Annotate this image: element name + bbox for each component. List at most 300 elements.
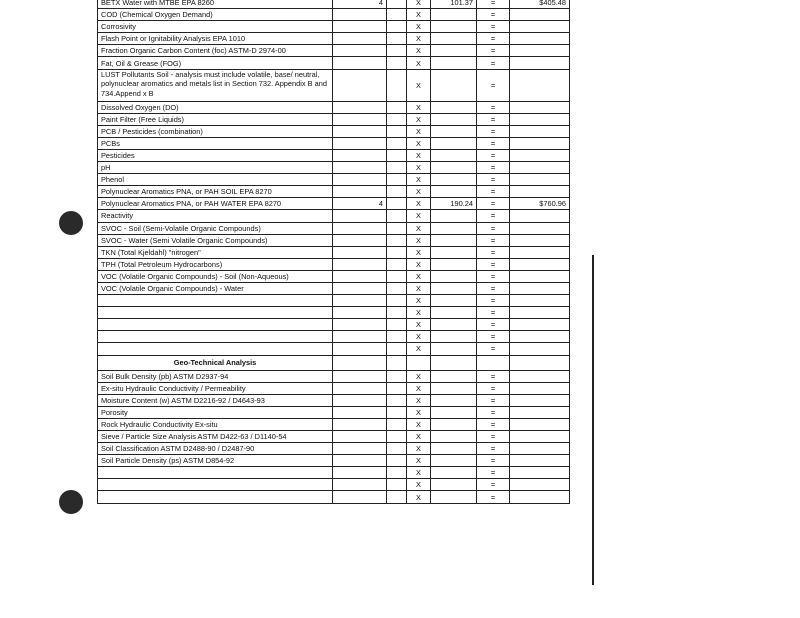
table-row [98,258,570,270]
spacer-cell [387,491,407,503]
unit-price-cell [431,406,477,418]
table-row [98,162,570,174]
equals-mark: = [477,270,510,282]
punch-hole-top [59,211,83,235]
quantity-cell: 4 [333,0,387,9]
line-total-cell [510,406,570,418]
equals-mark: = [477,343,510,355]
quantity-cell [333,479,387,491]
multiply-mark: X [407,21,431,33]
analysis-name: COD (Chemical Oxygen Demand) [98,9,333,21]
equals-mark: = [477,319,510,331]
table-row [98,9,570,21]
quantity-cell [333,406,387,418]
line-total-cell [510,162,570,174]
quantity-cell [333,186,387,198]
spacer-cell [387,307,407,319]
line-total-cell [510,295,570,307]
line-total-cell [510,101,570,113]
unit-price-cell [431,174,477,186]
equals-mark: = [477,331,510,343]
analysis-name: Moisture Content (w) ASTM D2216-92 / D4643-93 [98,394,333,406]
multiply-mark: X [407,343,431,355]
quantity-cell [333,222,387,234]
unit-price-cell [431,234,477,246]
table-row [98,431,570,443]
equals-mark: = [477,33,510,45]
line-total-cell [510,282,570,294]
unit-price-cell [431,343,477,355]
quantity-cell [333,9,387,21]
multiply-mark: X [407,125,431,137]
equals-mark: = [477,0,510,9]
multiply-mark: X [407,307,431,319]
spacer-cell [387,418,407,430]
line-total-cell [510,370,570,382]
table-row [98,0,570,9]
multiply-mark: X [407,222,431,234]
table-row [98,319,570,331]
analysis-name: Phenol [98,174,333,186]
unit-price-cell [431,394,477,406]
table-row [98,479,570,491]
analysis-name: Rock Hydraulic Conductivity Ex-situ [98,418,333,430]
quantity-cell [333,33,387,45]
equals-mark: = [477,21,510,33]
spacer-cell [387,162,407,174]
multiply-mark: X [407,186,431,198]
spacer-cell [387,149,407,161]
analysis-name: Sieve / Particle Size Analysis ASTM D422-63 / D1140-54 [98,431,333,443]
spacer-cell [387,186,407,198]
line-total-cell [510,246,570,258]
analysis-name: Porosity [98,406,333,418]
analysis-name [98,467,333,479]
spacer-cell [387,443,407,455]
quantity-cell [333,113,387,125]
unit-price-cell: 190.24 [431,198,477,210]
unit-price-cell [431,69,477,101]
table-row [98,343,570,355]
analysis-name [98,491,333,503]
equals-mark: = [477,210,510,222]
line-total-cell: $405.48 [510,0,570,9]
analysis-name: Reactivity [98,210,333,222]
analysis-name: SVOC - Soil (Semi-Volatile Organic Compounds) [98,222,333,234]
geo-analysis-rows [98,370,570,503]
equals-mark: = [477,45,510,57]
equals-mark: = [477,406,510,418]
multiply-mark: X [407,418,431,430]
unit-price-cell [431,149,477,161]
line-total-cell [510,125,570,137]
equals-mark: = [477,125,510,137]
multiply-mark: X [407,210,431,222]
multiply-mark: X [407,431,431,443]
unit-price-cell [431,467,477,479]
equals-mark: = [477,137,510,149]
multiply-mark: X [407,331,431,343]
quantity-cell [333,137,387,149]
analysis-name: TPH (Total Petroleum Hydrocarbons) [98,258,333,270]
spacer-cell [387,69,407,101]
line-total-cell [510,479,570,491]
table-row [98,370,570,382]
table-row [98,149,570,161]
table-row [98,418,570,430]
quantity-cell [333,491,387,503]
analysis-name: Paint Filter (Free Liquids) [98,113,333,125]
spacer-cell [387,282,407,294]
equals-mark: = [477,113,510,125]
quantity-cell [333,21,387,33]
analysis-name: BETX Water with MTBE EPA 8260 [98,0,333,9]
geo-header: Geo-Technical Analysis [98,355,333,370]
analysis-name [98,295,333,307]
table-row [98,443,570,455]
table-row [98,186,570,198]
analysis-name: Flash Point or Ignitability Analysis EPA 1010 [98,33,333,45]
unit-price-cell [431,282,477,294]
table-row [98,33,570,45]
quantity-cell [333,234,387,246]
unit-price-cell [431,331,477,343]
line-total-cell [510,270,570,282]
analysis-name: Soil Particle Density (ps) ASTM D854-92 [98,455,333,467]
quantity-cell [333,394,387,406]
spacer-cell [387,370,407,382]
equals-mark: = [477,162,510,174]
equals-mark: = [477,295,510,307]
line-total-cell: $760.96 [510,198,570,210]
equals-mark: = [477,258,510,270]
unit-price-cell [431,270,477,282]
multiply-mark: X [407,479,431,491]
equals-mark: = [477,431,510,443]
table-row [98,101,570,113]
spacer-cell [387,295,407,307]
table-row [98,491,570,503]
unit-price-cell [431,258,477,270]
multiply-mark: X [407,394,431,406]
quantity-cell [333,149,387,161]
spacer-cell [387,455,407,467]
quantity-cell [333,270,387,282]
analysis-name [98,343,333,355]
multiply-mark: X [407,0,431,9]
table-row [98,246,570,258]
quantity-cell [333,125,387,137]
unit-price-cell [431,418,477,430]
line-total-cell [510,394,570,406]
analysis-name: VOC (Volatile Organic Compounds) - Water [98,282,333,294]
equals-mark: = [477,307,510,319]
unit-price-cell [431,33,477,45]
multiply-mark: X [407,137,431,149]
margin-rule [592,255,594,585]
table-row [98,174,570,186]
quantity-cell: 4 [333,198,387,210]
spacer-cell [387,467,407,479]
analysis-name: PCB / Pesticides (combination) [98,125,333,137]
unit-price-cell: 101.37 [431,0,477,9]
geo-header-row [98,355,570,370]
analysis-name: SVOC - Water (Semi Volatile Organic Compounds) [98,234,333,246]
equals-mark: = [477,9,510,21]
spacer-cell [387,406,407,418]
table-row [98,69,570,101]
cost-table [97,0,570,504]
line-total-cell [510,21,570,33]
quantity-cell [333,418,387,430]
multiply-mark: X [407,370,431,382]
quantity-cell [333,101,387,113]
table-row [98,331,570,343]
line-total-cell [510,455,570,467]
spacer-cell [387,234,407,246]
table-row [98,382,570,394]
multiply-mark: X [407,113,431,125]
unit-price-cell [431,45,477,57]
equals-mark: = [477,443,510,455]
spacer-cell [387,125,407,137]
line-total-cell [510,222,570,234]
analysis-name: Pesticides [98,149,333,161]
table-row [98,198,570,210]
spacer-cell [387,394,407,406]
quantity-cell [333,431,387,443]
equals-mark: = [477,222,510,234]
quantity-cell [333,307,387,319]
analysis-name [98,319,333,331]
unit-price-cell [431,370,477,382]
line-total-cell [510,443,570,455]
spacer-cell [387,21,407,33]
multiply-mark: X [407,9,431,21]
line-total-cell [510,343,570,355]
geo-section [98,355,570,370]
multiply-mark: X [407,149,431,161]
table-row [98,282,570,294]
analysis-name: Fat, Oil & Grease (FOG) [98,57,333,69]
unit-price-cell [431,186,477,198]
spacer-cell [387,137,407,149]
analysis-name: LUST Pollutants Soil - analysis must include volatile, base/ neutral, polynuclear aromatics and metals list in Section 732. Appendix B and 734.Append x B [98,69,333,101]
quantity-cell [333,69,387,101]
analysis-name: PCBs [98,137,333,149]
analysis-name: VOC (Volatile Organic Compounds) - Soil (Non-Aqueous) [98,270,333,282]
line-total-cell [510,57,570,69]
line-total-cell [510,113,570,125]
line-total-cell [510,9,570,21]
unit-price-cell [431,210,477,222]
line-total-cell [510,210,570,222]
table-row [98,45,570,57]
spacer-cell [387,222,407,234]
table-row [98,270,570,282]
table-row [98,222,570,234]
punch-hole-bottom [59,490,83,514]
unit-price-cell [431,479,477,491]
line-total-cell [510,174,570,186]
spacer-cell [387,174,407,186]
equals-mark: = [477,198,510,210]
equals-mark: = [477,382,510,394]
quantity-cell [333,331,387,343]
analysis-name [98,479,333,491]
quantity-cell [333,370,387,382]
spacer-cell [387,57,407,69]
quantity-cell [333,45,387,57]
quantity-cell [333,282,387,294]
line-total-cell [510,431,570,443]
analysis-name: pH [98,162,333,174]
table-row [98,21,570,33]
quantity-cell [333,162,387,174]
multiply-mark: X [407,198,431,210]
analysis-name: Corrosivity [98,21,333,33]
line-total-cell [510,45,570,57]
multiply-mark: X [407,443,431,455]
multiply-mark: X [407,45,431,57]
unit-price-cell [431,113,477,125]
quantity-cell [333,258,387,270]
unit-price-cell [431,21,477,33]
analysis-name: Soil Bulk Density (pb) ASTM D2937-94 [98,370,333,382]
line-total-cell [510,258,570,270]
table-row [98,210,570,222]
unit-price-cell [431,57,477,69]
unit-price-cell [431,455,477,467]
line-total-cell [510,319,570,331]
spacer-cell [387,258,407,270]
spacer-cell [387,113,407,125]
unit-price-cell [431,443,477,455]
table-row [98,406,570,418]
multiply-mark: X [407,101,431,113]
multiply-mark: X [407,455,431,467]
unit-price-cell [431,9,477,21]
table-row [98,125,570,137]
analysis-name [98,307,333,319]
quantity-cell [333,295,387,307]
spacer-cell [387,0,407,9]
multiply-mark: X [407,295,431,307]
line-total-cell [510,234,570,246]
table-row [98,295,570,307]
equals-mark: = [477,282,510,294]
multiply-mark: X [407,258,431,270]
line-total-cell [510,418,570,430]
line-total-cell [510,307,570,319]
line-total-cell [510,186,570,198]
equals-mark: = [477,491,510,503]
analysis-name: Fraction Organic Carbon Content (foc) ASTM-D 2974-00 [98,45,333,57]
equals-mark: = [477,455,510,467]
spacer-cell [387,101,407,113]
multiply-mark: X [407,319,431,331]
unit-price-cell [431,101,477,113]
line-total-cell [510,467,570,479]
equals-mark: = [477,394,510,406]
multiply-mark: X [407,57,431,69]
equals-mark: = [477,57,510,69]
line-total-cell [510,331,570,343]
analysis-name: Ex-situ Hydraulic Conductivity / Permeability [98,382,333,394]
multiply-mark: X [407,33,431,45]
unit-price-cell [431,319,477,331]
table-row [98,57,570,69]
quantity-cell [333,467,387,479]
multiply-mark: X [407,467,431,479]
table-row [98,455,570,467]
table-row [98,137,570,149]
spacer-cell [387,331,407,343]
unit-price-cell [431,222,477,234]
spacer-cell [387,479,407,491]
unit-price-cell [431,295,477,307]
unit-price-cell [431,382,477,394]
spacer-cell [387,431,407,443]
unit-price-cell [431,137,477,149]
spacer-cell [387,210,407,222]
table-row [98,467,570,479]
equals-mark: = [477,234,510,246]
analysis-name: Polynuclear Aromatics PNA, or PAH WATER EPA 8270 [98,198,333,210]
table-row [98,234,570,246]
multiply-mark: X [407,174,431,186]
unit-price-cell [431,246,477,258]
quantity-cell [333,246,387,258]
spacer-cell [387,45,407,57]
equals-mark: = [477,467,510,479]
equals-mark: = [477,479,510,491]
quantity-cell [333,319,387,331]
spacer-cell [387,319,407,331]
multiply-mark: X [407,382,431,394]
equals-mark: = [477,418,510,430]
equals-mark: = [477,246,510,258]
quantity-cell [333,443,387,455]
unit-price-cell [431,162,477,174]
line-total-cell [510,137,570,149]
unit-price-cell [431,307,477,319]
quantity-cell [333,382,387,394]
spacer-cell [387,33,407,45]
spacer-cell [387,270,407,282]
table-row [98,307,570,319]
lab-analysis-rows [98,0,570,355]
multiply-mark: X [407,270,431,282]
table-row [98,394,570,406]
analysis-name: Dissolved Oxygen (DO) [98,101,333,113]
spacer-cell [387,198,407,210]
quantity-cell [333,455,387,467]
analysis-name: Soil Classification ASTM D2488-90 / D2487-90 [98,443,333,455]
equals-mark: = [477,174,510,186]
equals-mark: = [477,186,510,198]
multiply-mark: X [407,246,431,258]
multiply-mark: X [407,282,431,294]
table-row [98,113,570,125]
spacer-cell [387,9,407,21]
spacer-cell [387,343,407,355]
multiply-mark: X [407,162,431,174]
multiply-mark: X [407,234,431,246]
equals-mark: = [477,149,510,161]
equals-mark: = [477,370,510,382]
multiply-mark: X [407,69,431,101]
